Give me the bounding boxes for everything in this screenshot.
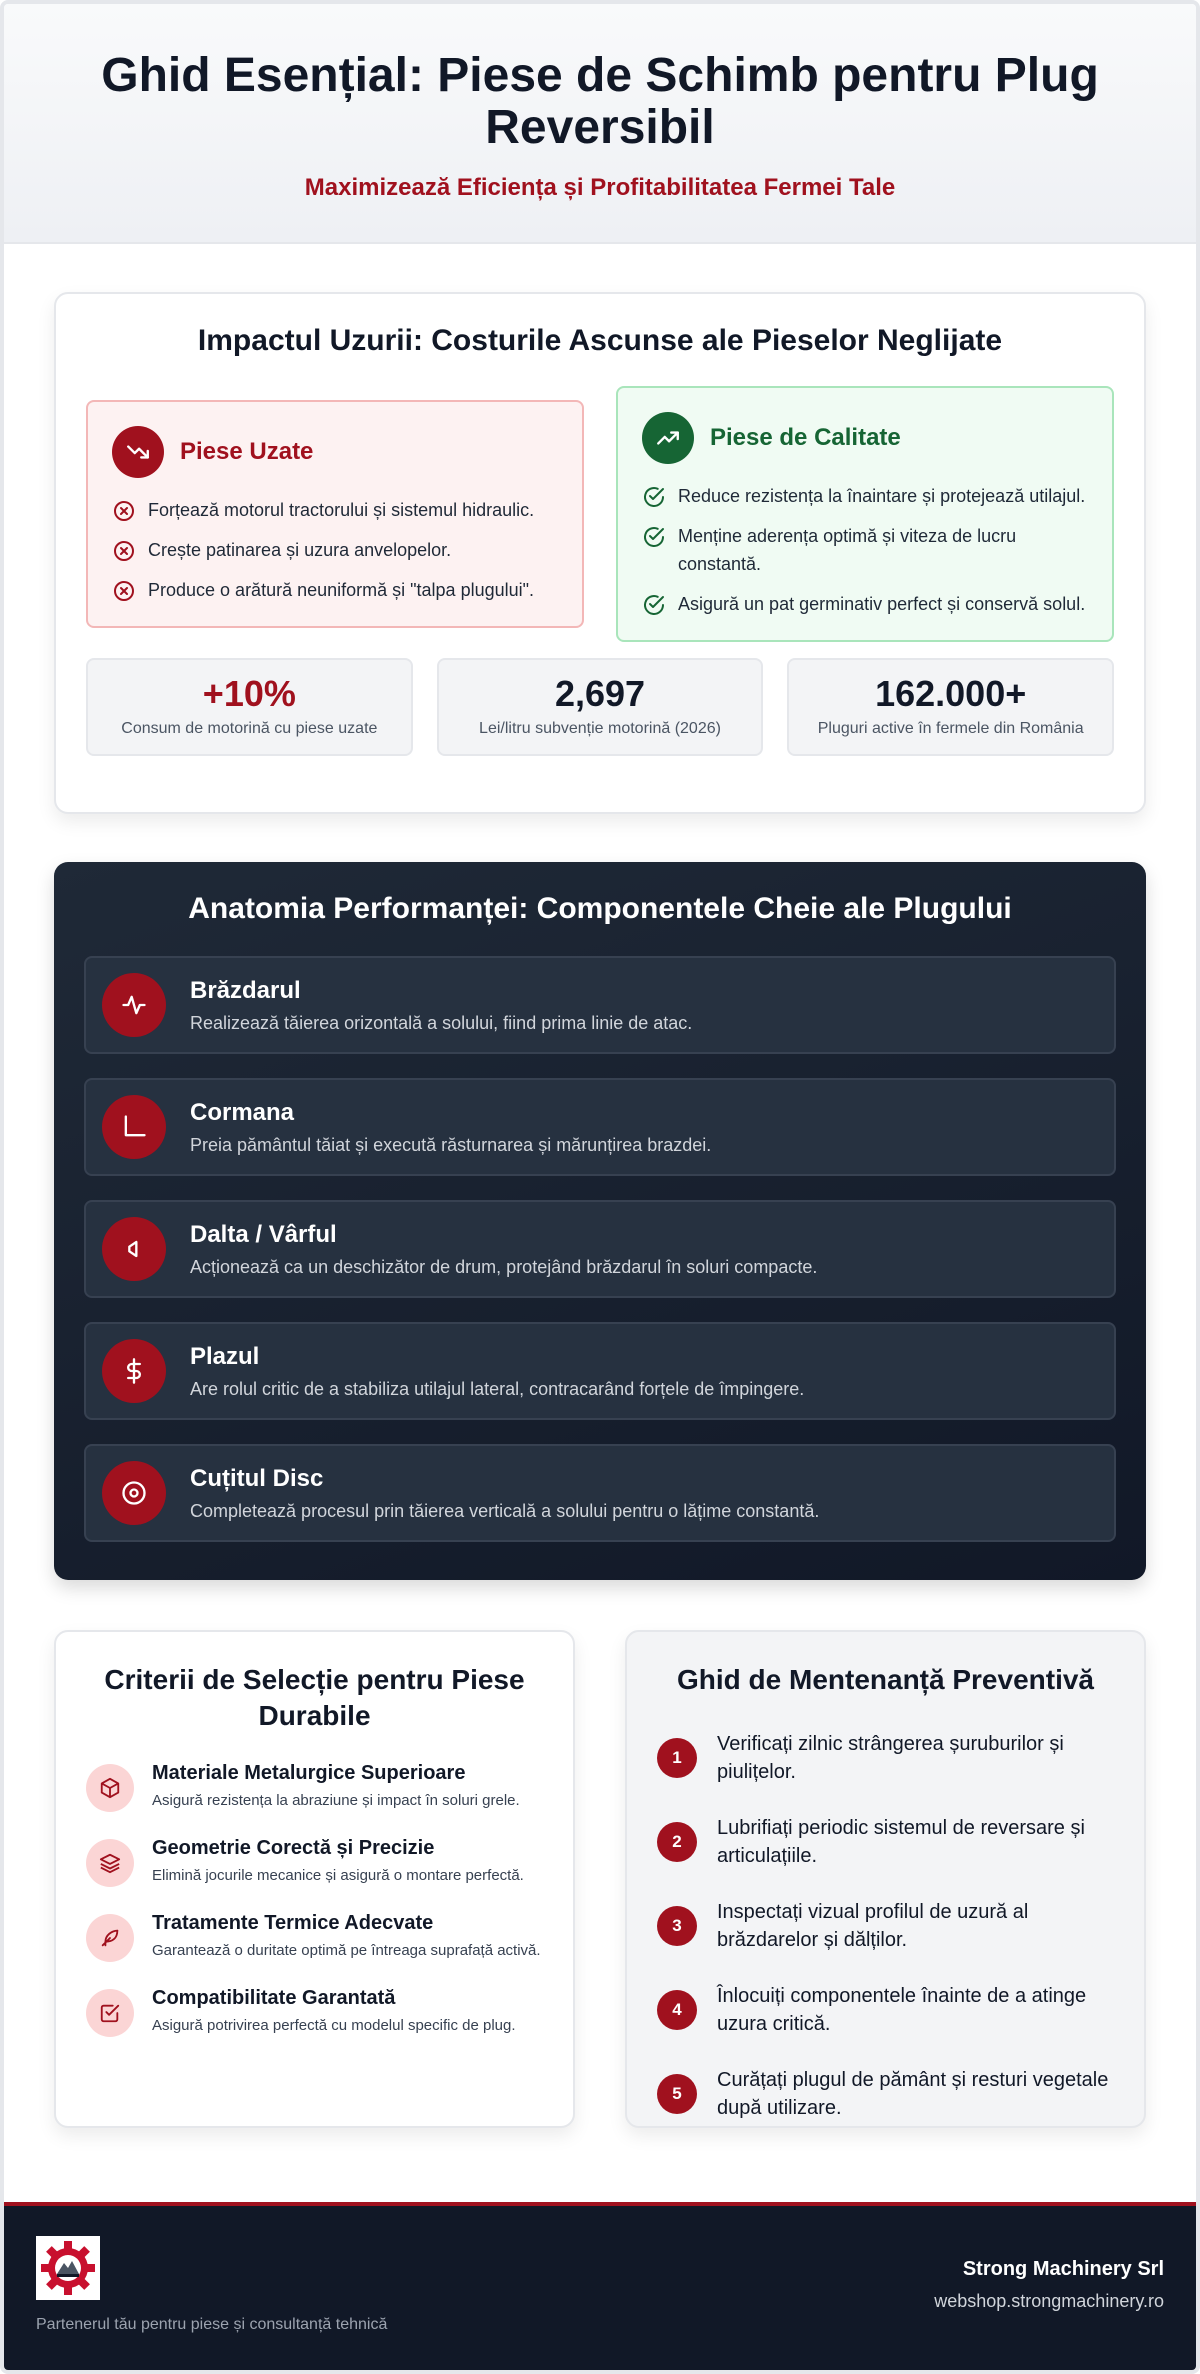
footer-tagline: Partenerul tău pentru piese și consultanță tehnică (36, 2316, 388, 2333)
component-name: Cuțitul Disc (190, 1464, 324, 1492)
check-circle-icon (642, 593, 666, 617)
trending-up-icon (642, 412, 694, 464)
component-item (84, 1322, 1116, 1420)
component-text (190, 977, 692, 1034)
component-text (190, 1343, 804, 1400)
anatomy-title: Anatomia Performanței: Componentele Cheie ale Plugului (188, 892, 1012, 925)
step-text: Lubrifiați periodic sistemul de reversare și articulațiile. (717, 1817, 1085, 1867)
component-item (84, 1078, 1116, 1176)
stat-card (437, 658, 764, 756)
stat-card (787, 658, 1114, 756)
quality-parts-title: Piese de Calitate (710, 424, 901, 451)
criteria-item (86, 1912, 543, 1963)
impact-section (54, 292, 1146, 814)
x-circle-icon (112, 579, 136, 603)
maintenance-title: Ghid de Mentenanță Preventivă (677, 1664, 1094, 1695)
component-name: Cormana (190, 1098, 295, 1126)
criteria-text (152, 1987, 516, 2038)
layers-icon (86, 1839, 134, 1887)
trending-down-icon (112, 426, 164, 478)
criteria-title: Criterii de Selecție pentru Piese Durabile (104, 1664, 525, 1731)
component-desc: Preia pământul tăiat și execută răsturnarea și mărunțirea brazdei. (190, 1134, 712, 1155)
maintenance-step (657, 1814, 1114, 1870)
step-number: 1 (657, 1738, 697, 1778)
list-item-text: Produce o arătură neuniformă și "talpa plugului". (148, 580, 535, 600)
bottom-row (54, 1630, 1146, 2128)
quality-parts-list (642, 482, 1088, 618)
maintenance-steps (657, 1730, 1114, 2122)
list-item-text: Menține aderența optimă și viteza de lucru constantă. (678, 526, 1017, 574)
list-item (112, 536, 558, 564)
list-item (112, 496, 558, 524)
anatomy-section (54, 862, 1146, 1580)
step-text: Înlocuiți componentele înainte de a atinge uzura critică. (717, 1985, 1087, 2035)
list-item (642, 590, 1088, 618)
page-subtitle: Maximizează Eficiența și Profitabilitatea Fermei Tale (304, 174, 896, 201)
quality-parts-box (616, 386, 1114, 642)
list-item-text: Reduce rezistența la înaintare și protejează utilajul. (678, 486, 1086, 506)
criteria-text (152, 1762, 520, 1813)
component-text (190, 1465, 819, 1522)
criteria-desc: Asigură potrivirea perfectă cu modelul specific de plug. (152, 2017, 516, 2034)
list-item (642, 522, 1088, 578)
maintenance-step (657, 1982, 1114, 2038)
company-name: Strong Machinery Srl (962, 2258, 1164, 2280)
stat-value: 2,697 (554, 673, 646, 714)
component-name: Dalta / Vârful (190, 1220, 337, 1248)
maintenance-section (625, 1630, 1146, 2128)
check-circle-icon (642, 525, 666, 549)
step-text: Inspectați vizual profilul de uzură al brăzdarelor și dălților. (717, 1901, 1029, 1951)
worn-parts-box (86, 400, 584, 628)
maintenance-step (657, 1898, 1114, 1954)
list-item (112, 576, 558, 604)
criteria-desc: Garantează o duritate optimă pe întreaga suprafață activă. (152, 1942, 541, 1959)
component-text (190, 1221, 817, 1278)
criteria-text (152, 1912, 541, 1963)
cube-icon (86, 1764, 134, 1812)
stat-value: +10% (202, 673, 296, 714)
step-text: Verificați zilnic strângerea șuruburilor și piulițelor. (717, 1733, 1064, 1783)
component-item (84, 1444, 1116, 1542)
criteria-name: Tratamente Termice Adecvate (152, 1912, 434, 1934)
wedge-icon (102, 1217, 166, 1281)
stat-label: Pluguri active în fermele din România (817, 720, 1084, 737)
step-number: 4 (657, 1990, 697, 2030)
page-title: Ghid Esențial: Piese de Schimb pentru Plug Reversibil (101, 49, 1099, 154)
criteria-desc: Elimină jocurile mecanice și asigură o montare perfectă. (152, 1867, 524, 1884)
x-circle-icon (112, 539, 136, 563)
maintenance-step (657, 1730, 1114, 1786)
stat-value: 162.000+ (875, 673, 1027, 714)
list-item-text: Crește patinarea și uzura anvelopelor. (148, 540, 452, 560)
stat-label: Consum de motorină cu piese uzate (121, 720, 378, 737)
step-number: 5 (657, 2074, 697, 2114)
main-content (4, 244, 1196, 2128)
company-info (934, 2258, 1164, 2312)
comparison (86, 386, 1114, 646)
component-item (84, 1200, 1116, 1298)
maintenance-step (657, 2066, 1114, 2122)
stats-row (86, 658, 1114, 756)
criteria-name: Materiale Metalurgice Superioare (152, 1762, 466, 1784)
gear-logo-icon (36, 2236, 100, 2300)
step-number: 2 (657, 1822, 697, 1862)
component-desc: Acționează ca un deschizător de drum, protejând brăzdarul în soluri compacte. (190, 1256, 818, 1277)
criteria-list (86, 1762, 543, 2038)
worn-parts-title: Piese Uzate (180, 438, 314, 465)
criteria-item (86, 1762, 543, 1813)
component-desc: Are rolul critic de a stabiliza utilajul lateral, contracarând forțele de împingere. (190, 1378, 805, 1399)
check-square-icon (86, 1989, 134, 2037)
step-number: 3 (657, 1906, 697, 1946)
activity-icon (102, 973, 166, 1037)
component-desc: Realizează tăierea orizontală a solului, fiind prima linie de atac. (190, 1012, 693, 1033)
list-item-text: Forțează motorul tractorului și sistemul hidraulic. (148, 500, 535, 520)
company-url[interactable]: webshop.strongmachinery.ro (934, 2291, 1164, 2311)
x-circle-icon (112, 499, 136, 523)
criteria-name: Geometrie Corectă și Precizie (152, 1837, 435, 1859)
corner-icon (102, 1095, 166, 1159)
worn-parts-header (112, 426, 558, 478)
quality-parts-header (642, 412, 1088, 464)
step-text: Curățați plugul de pământ și resturi vegetale după utilizare. (717, 2069, 1109, 2119)
criteria-name: Compatibilitate Garantată (152, 1987, 396, 2009)
check-circle-icon (642, 485, 666, 509)
component-name: Brăzdarul (190, 976, 301, 1004)
criteria-item (86, 1837, 543, 1888)
component-name: Plazul (190, 1342, 260, 1370)
component-text (190, 1099, 711, 1156)
component-item (84, 956, 1116, 1054)
criteria-item (86, 1987, 543, 2038)
feather-icon (86, 1914, 134, 1962)
page-header (4, 4, 1196, 244)
worn-parts-list (112, 496, 558, 604)
criteria-text (152, 1837, 524, 1888)
target-icon (102, 1461, 166, 1525)
stat-card (86, 658, 413, 756)
criteria-section (54, 1630, 575, 2128)
list-item-text: Asigură un pat germinativ perfect și conservă solul. (678, 594, 1086, 614)
list-item (642, 482, 1088, 510)
stat-label: Lei/litru subvenție motorină (2026) (479, 720, 721, 737)
component-desc: Completează procesul prin tăierea verticală a solului pentru o lățime constantă. (190, 1500, 820, 1521)
dollar-icon (102, 1339, 166, 1403)
impact-title: Impactul Uzurii: Costurile Ascunse ale Pieselor Neglijate (197, 324, 1003, 357)
criteria-desc: Asigură rezistența la abraziune și impact în soluri grele. (152, 1792, 520, 1809)
components-list (84, 956, 1116, 1542)
page-footer (4, 2202, 1196, 2370)
